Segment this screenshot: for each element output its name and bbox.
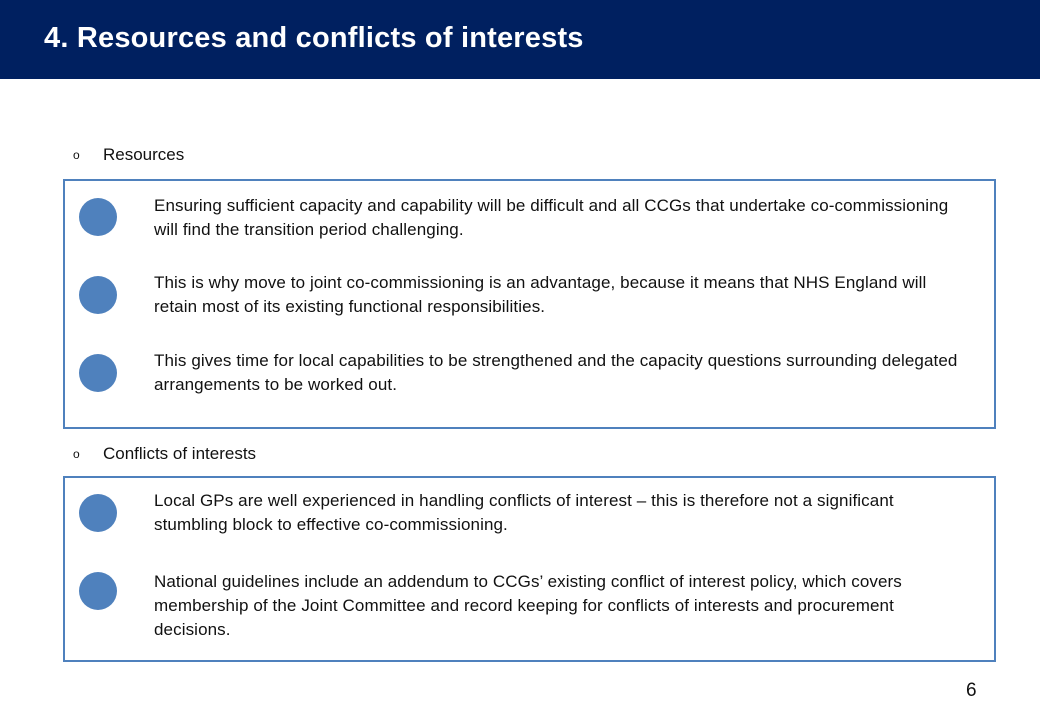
bullet-dot-icon <box>79 354 117 392</box>
section-heading-conflicts <box>73 444 256 464</box>
bullet-dot-icon <box>79 276 117 314</box>
conflicts-point-2: National guidelines include an addendum to CCGs’ existing conflict of interest policy, which covers membership of the Joint Committee and record keeping for conflicts of interests and procurement decisions. <box>154 572 902 639</box>
resources-point-2: This is why move to joint co-commissioning is an advantage, because it means that NHS England will retain most of its existing functional responsibilities. <box>154 273 927 316</box>
resources-point-1: Ensuring sufficient capacity and capability will be difficult and all CCGs that undertake co-commissioning will find the transition period challenging. <box>154 196 949 239</box>
section-heading-resources <box>73 145 184 165</box>
bullet-dot-icon <box>79 198 117 236</box>
circle-bullet-icon: o <box>73 148 80 162</box>
section-heading-label: Resources <box>103 145 185 164</box>
bullet-dot-icon <box>79 572 117 610</box>
page-number: 6 <box>966 680 977 701</box>
slide-title: 4. Resources and conflicts of interests <box>44 22 584 54</box>
conflicts-point-1: Local GPs are well experienced in handling conflicts of interest – this is therefore not a significant stumbling block to effective co-commissioning. <box>154 491 894 534</box>
circle-bullet-icon: o <box>73 447 80 461</box>
title-bar <box>0 0 1040 79</box>
bullet-dot-icon <box>79 494 117 532</box>
resources-point-3: This gives time for local capabilities to be strengthened and the capacity questions surrounding delegated arrangements to be worked out. <box>154 351 958 394</box>
section-heading-label: Conflicts of interests <box>103 444 257 463</box>
